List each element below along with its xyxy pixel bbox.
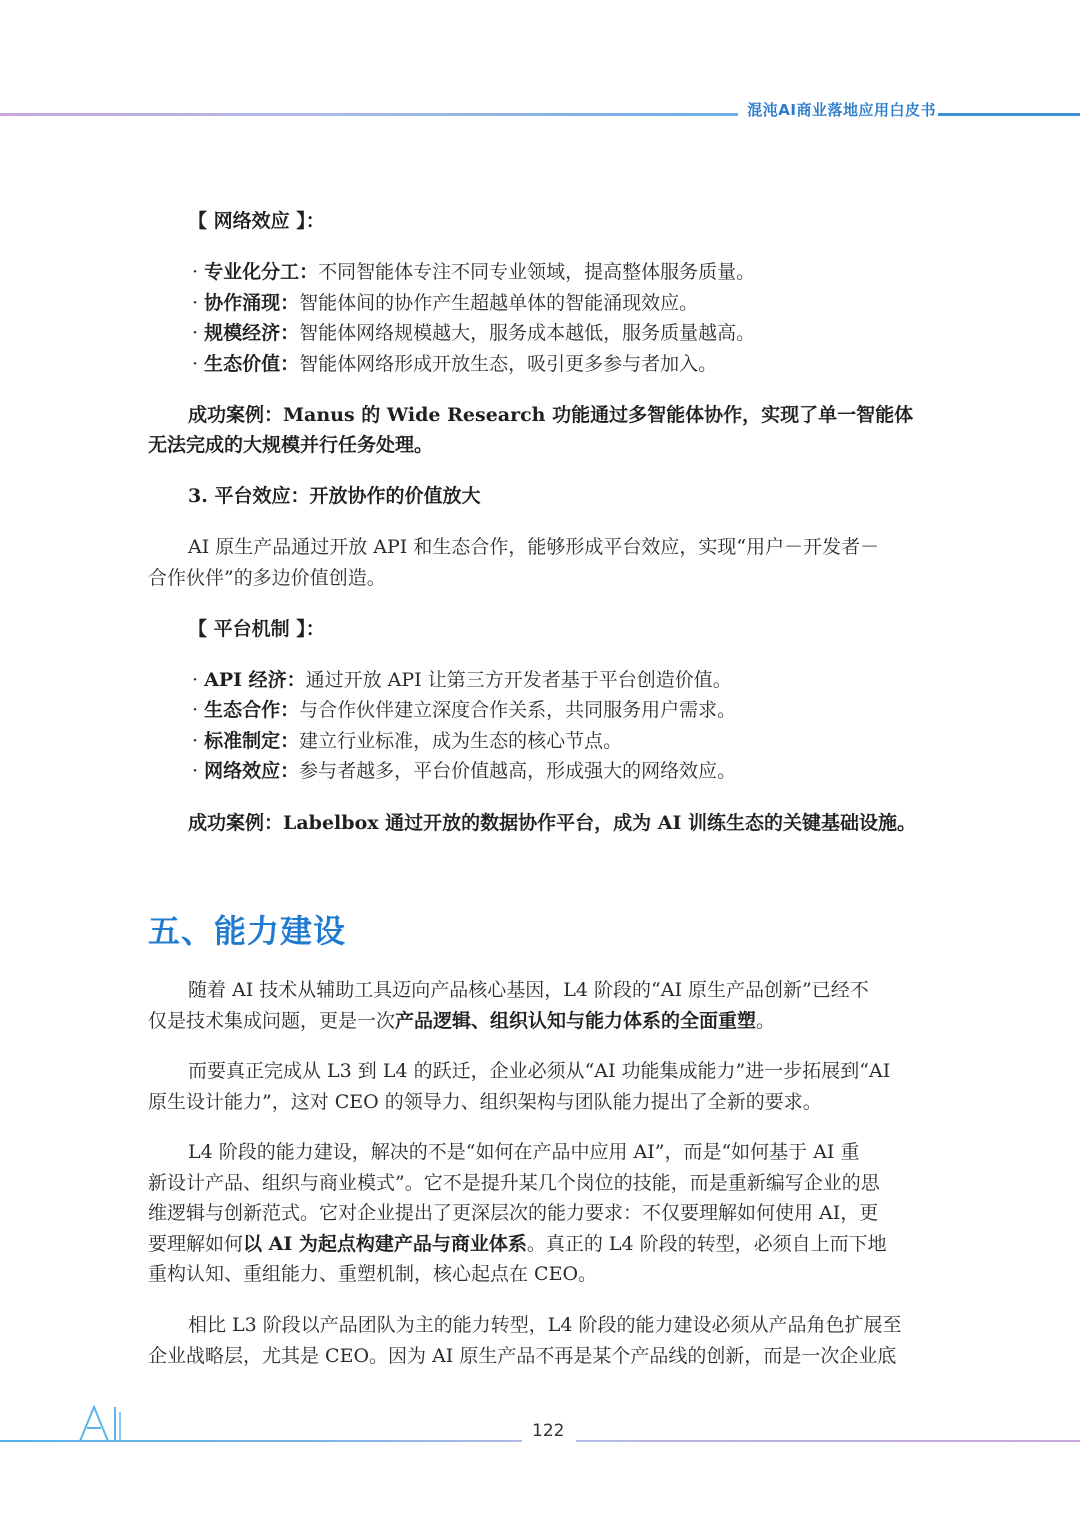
list-item-label: API 经济：: [204, 669, 306, 691]
list-item-text: 不同智能体专注不同专业领域，提高整体服务质量。: [318, 261, 756, 283]
paragraph-line: 维逻辑与创新范式。它对企业提出了更深层次的能力要求：不仅要理解如何使用 AI，更: [148, 1202, 879, 1224]
paragraph-line: [148, 1229, 887, 1260]
case-text: Labelbox 通过开放的数据协作平台，成为 AI 训练生态的关键基础设施。: [283, 812, 917, 834]
header-title: 混沌AI商业落地应用白皮书: [747, 101, 936, 119]
paragraph-line: 企业战略层，尤其是 CEO。因为 AI 原生产品不再是某个产品线的创新，而是一次企业底: [148, 1345, 897, 1367]
list-item-label: 协作涌现：: [204, 292, 300, 314]
case-label: 成功案例：: [188, 404, 284, 426]
list-item-text: 建立行业标准，成为生态的核心节点。: [299, 730, 623, 752]
list-item: · 专业化分工：不同智能体专注不同专业领域，提高整体服务质量。: [192, 261, 756, 283]
paragraph-line: 相比 L3 阶段以产品团队为主的能力转型，L4 阶段的能力建设必须从产品角色扩展至: [188, 1314, 902, 1336]
list-item-text: 智能体网络形成开放生态，吸引更多参与者加入。: [299, 353, 718, 375]
platform-intro-line2: 合作伙伴”的多边价值创造。: [148, 567, 386, 589]
emphasis-text: 产品逻辑、组织认知与能力体系的全面重塑: [395, 1010, 757, 1032]
list-item-text: 智能体网络规模越大，服务成本越低，服务质量越高。: [299, 322, 756, 344]
paragraph-line: [148, 1006, 775, 1037]
list-item: · 协作涌现：智能体间的协作产生超越单体的智能涌现效应。: [192, 292, 699, 314]
platform-intro-line1: AI 原生产品通过开放 API 和生态合作，能够形成平台效应，实现“用户－开发者－: [188, 536, 880, 558]
case-label: 成功案例：: [188, 812, 284, 834]
paragraph-line: 随着 AI 技术从辅助工具迈向产品核心基因，L4 阶段的“AI 原生产品创新”已经不: [188, 979, 869, 1001]
footer-rule-left: [0, 1440, 522, 1442]
header-rule-left: [0, 113, 738, 116]
list-item-label: 网络效应：: [204, 760, 300, 782]
section-title: 五、能力建设: [148, 912, 347, 950]
network-effect-heading: 【 网络效应 】：: [188, 210, 325, 232]
paragraph-line: 原生设计能力”，这对 CEO 的领导力、组织架构与团队能力提出了全新的要求。: [148, 1091, 822, 1113]
header-rule-right: [938, 113, 1080, 116]
list-item-label: 生态合作：: [204, 699, 300, 721]
paragraph-line: L4 阶段的能力建设，解决的不是“如何在产品中应用 AI”，而是“如何基于 AI 重: [188, 1141, 860, 1163]
list-item: · 生态价值：智能体网络形成开放生态，吸引更多参与者加入。: [192, 353, 718, 375]
ai-logo-icon: [78, 1404, 128, 1444]
list-item-text: 与合作伙伴建立深度合作关系，共同服务用户需求。: [299, 699, 737, 721]
text-run: 要理解如何: [148, 1233, 244, 1255]
case-study-platform: [188, 808, 916, 839]
platform-effect-heading: 3. 平台效应：开放协作的价值放大: [188, 485, 481, 507]
list-item-text: 通过开放 API 让第三方开发者基于平台创造价值。: [305, 669, 732, 691]
list-item-label: 标准制定：: [204, 730, 300, 752]
case-text-line2: 无法完成的大规模并行任务处理。: [148, 434, 434, 456]
list-item-label: 生态价值：: [204, 353, 300, 375]
platform-mechanism-heading: 【 平台机制 】：: [188, 618, 325, 640]
case-text-line1: Manus 的 Wide Research 功能通过多智能体协作，实现了单一智能体: [283, 404, 914, 426]
list-item: · 网络效应：参与者越多，平台价值越高，形成强大的网络效应。: [192, 760, 737, 782]
page-number: 122: [532, 1421, 565, 1441]
list-item-text: 智能体间的协作产生超越单体的智能涌现效应。: [299, 292, 699, 314]
case-study-network: [188, 400, 913, 431]
paragraph-line: 而要真正完成从 L3 到 L4 的跃迁，企业必须从“AI 功能集成能力”进一步拓展到“AI: [188, 1060, 891, 1082]
paragraph-line: 重构认知、重组能力、重塑机制，核心起点在 CEO。: [148, 1263, 598, 1285]
list-item-label: 规模经济：: [204, 322, 300, 344]
paragraph-line: 新设计产品、组织与商业模式”。它不是提升某几个岗位的技能，而是重新编写企业的思: [148, 1172, 880, 1194]
list-item: · 标准制定：建立行业标准，成为生态的核心节点。: [192, 730, 623, 752]
list-item: · 生态合作：与合作伙伴建立深度合作关系，共同服务用户需求。: [192, 699, 737, 721]
list-item: · API 经济：通过开放 API 让第三方开发者基于平台创造价值。: [192, 669, 732, 691]
emphasis-text: 以 AI 为起点构建产品与商业体系: [243, 1233, 527, 1255]
list-item: · 规模经济：智能体网络规模越大，服务成本越低，服务质量越高。: [192, 322, 756, 344]
list-item-text: 参与者越多，平台价值越高，形成强大的网络效应。: [299, 760, 737, 782]
text-run: 。真正的 L4 阶段的转型，必须自上而下地: [526, 1233, 887, 1255]
text-run: 。: [756, 1010, 776, 1032]
text-run: 仅是技术集成问题，更是一次: [148, 1010, 396, 1032]
footer-rule-right: [576, 1440, 1080, 1442]
list-item-label: 专业化分工：: [204, 261, 319, 283]
